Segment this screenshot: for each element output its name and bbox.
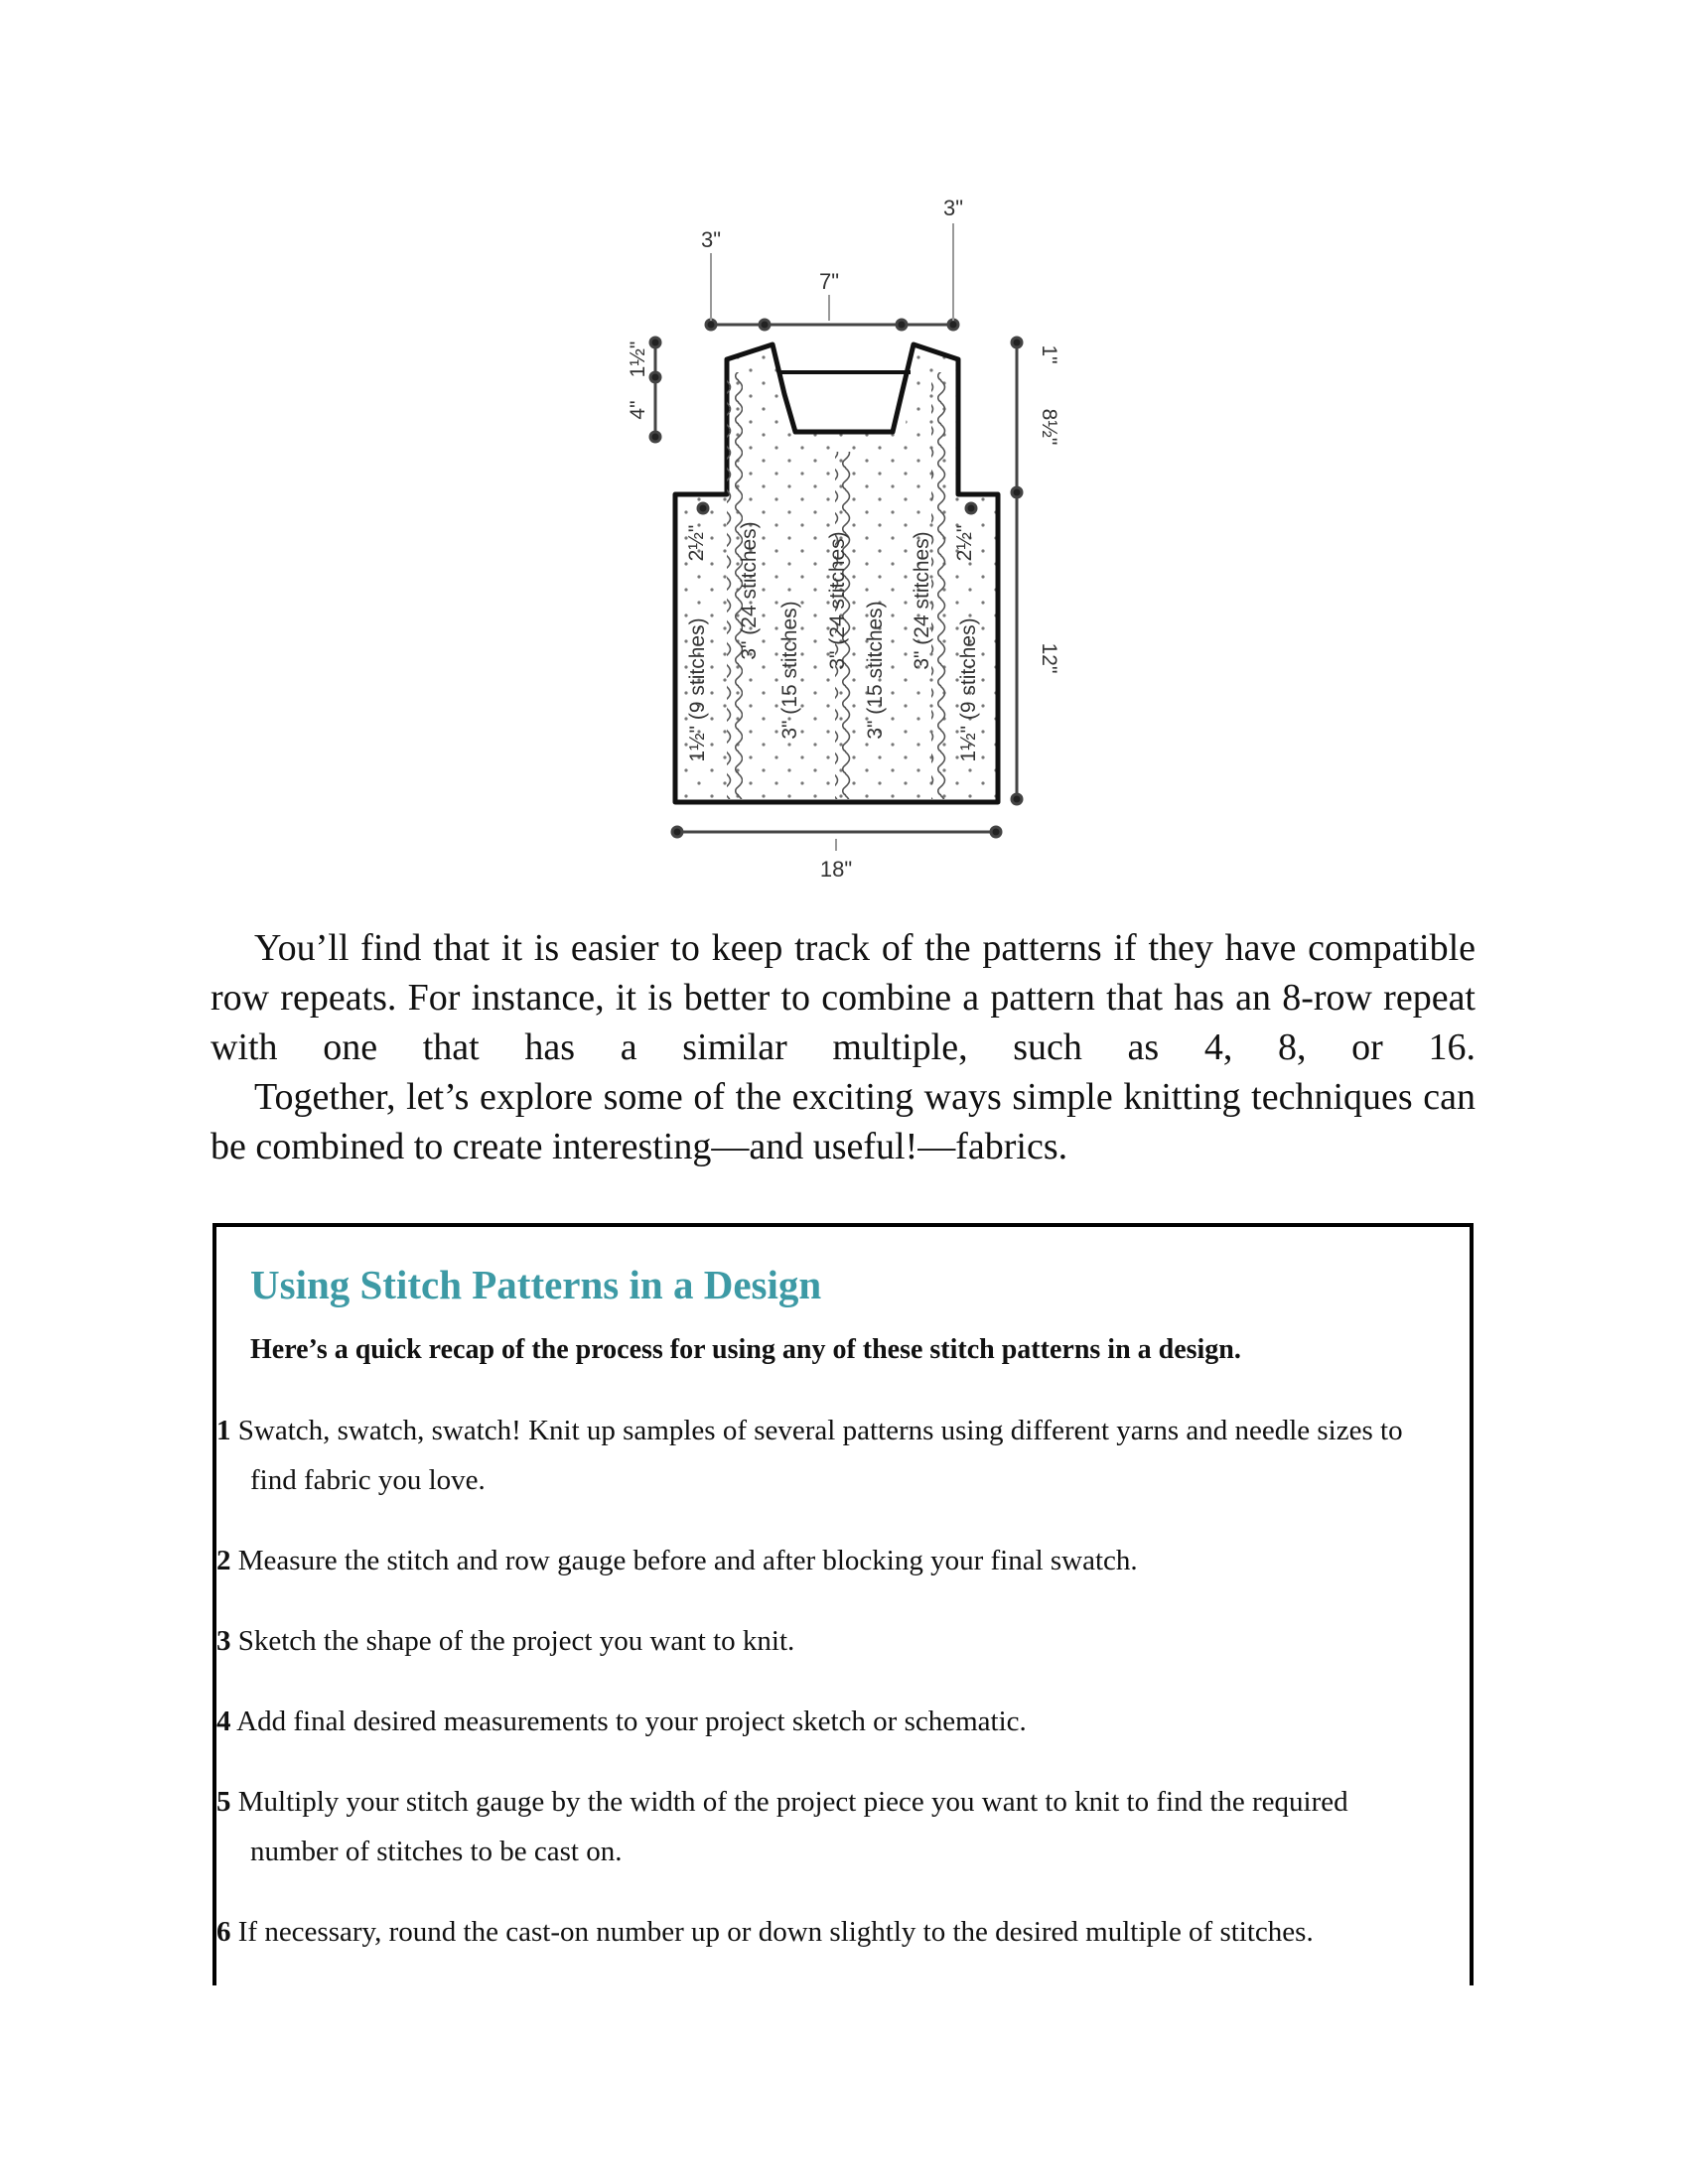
step-number: 4	[216, 1706, 231, 1737]
dim-armhole-right: 8½"	[1038, 408, 1060, 446]
intro-paragraph-2: Together, let’s explore some of the exciting ways simple knitting techniques can be combined to create interesting—and useful!—fabrics.	[211, 1076, 1476, 1167]
dim-shoulder-left: 3"	[700, 227, 722, 252]
sidebar-intro: Here’s a quick recap of the process for using any of these stitch patterns in a design.	[250, 1334, 1241, 1365]
column-label-6: 3" (24 stitches)	[911, 531, 933, 670]
column-label-5: 3" (15 stitches)	[864, 601, 887, 740]
step-item	[216, 1406, 1438, 1505]
step-text: Measure the stitch and row gauge before and after blocking your final swatch.	[237, 1545, 1138, 1576]
step-number: 2	[216, 1545, 231, 1576]
step-item	[216, 1907, 1438, 1957]
step-item	[216, 1616, 1438, 1666]
sidebar-box	[212, 1223, 1474, 1985]
step-text: Multiply your stitch gauge by the width of the project piece you want to knit to find the required number of stitches to be cast on.	[237, 1786, 1348, 1867]
underarm-left-label: 2½"	[685, 524, 708, 562]
underarm-right-label: 2½"	[953, 524, 976, 562]
steps-list	[216, 1406, 1438, 1987]
sidebar-title: Using Stitch Patterns in a Design	[250, 1262, 822, 1307]
step-item	[216, 1536, 1438, 1585]
step-number: 3	[216, 1625, 231, 1657]
cable-column-right	[931, 372, 947, 799]
step-text: Swatch, swatch, swatch! Knit up samples of several patterns using different yarns and needle sizes to find fabric you love.	[237, 1415, 1403, 1496]
column-label-2: 3" (24 stitches)	[738, 521, 761, 660]
dim-shoulder-drop: 1"	[1038, 344, 1060, 364]
step-text: Sketch the shape of the project you want to knit.	[237, 1625, 795, 1657]
step-item	[216, 1777, 1438, 1876]
intro-text	[211, 923, 1476, 1171]
step-text: Add final desired measurements to your project sketch or schematic.	[236, 1706, 1027, 1737]
column-label-3: 3" (15 stitches)	[778, 601, 801, 740]
vest-schematic	[616, 184, 1072, 888]
dim-shoulder-right: 3"	[942, 196, 964, 220]
step-number: 6	[216, 1916, 231, 1948]
column-label-1: 1½" (9 stitches)	[686, 617, 709, 762]
dim-body-length: 12"	[1038, 642, 1060, 674]
dim-neck-width: 7"	[818, 269, 840, 294]
column-label-4: 3" (24 stitches)	[826, 531, 849, 670]
step-item	[216, 1697, 1438, 1746]
dim-neck-depth: 1½"	[627, 341, 649, 378]
neck-cutout	[773, 344, 914, 424]
step-text: If necessary, round the cast-on number up or down slightly to the desired multiple of stitches.	[237, 1916, 1314, 1948]
column-label-7: 1½" (9 stitches)	[957, 617, 980, 762]
step-number: 1	[216, 1415, 231, 1446]
dim-armhole-left: 4"	[627, 400, 649, 420]
step-number: 5	[216, 1786, 231, 1818]
dim-width: 18"	[819, 857, 853, 882]
intro-paragraph-1: You’ll find that it is easier to keep track of the patterns if they have compatible row repeats. For instance, it is better to combine a pattern that has an 8-row repeat with one that has a similar multiple, such as 4, 8, or 16.	[211, 927, 1476, 1068]
